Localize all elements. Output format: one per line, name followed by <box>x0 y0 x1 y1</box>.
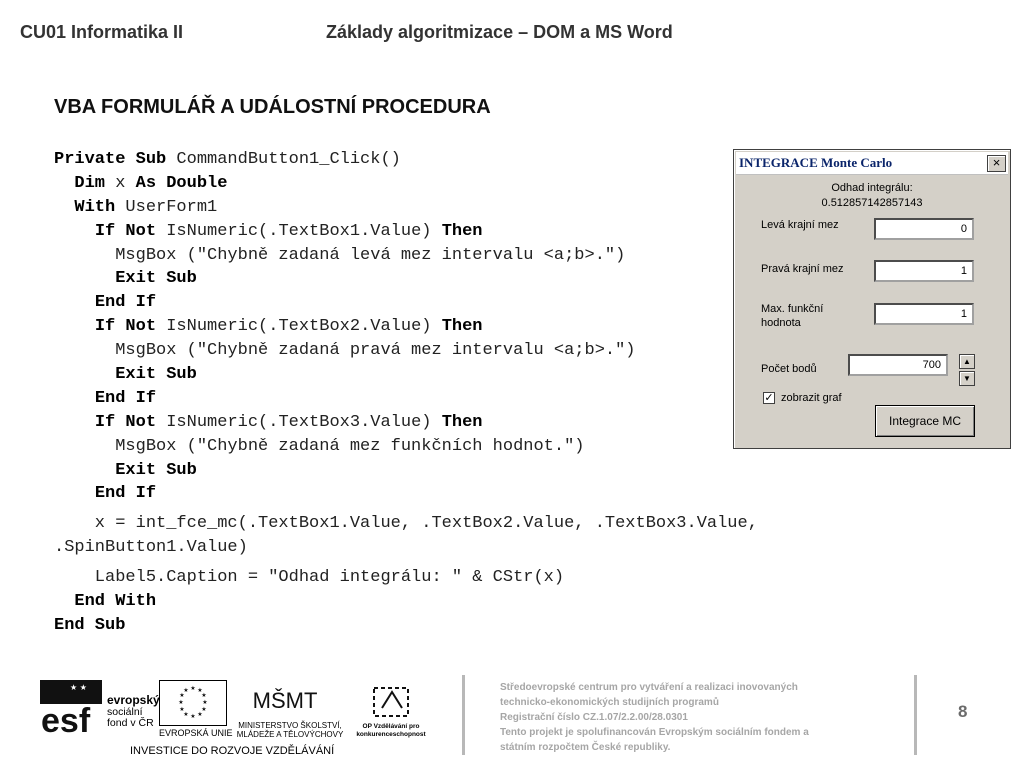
svg-text:★: ★ <box>202 699 208 706</box>
eu-flag-icon <box>159 680 227 726</box>
close-button[interactable]: × <box>987 155 1006 172</box>
code-line <box>54 315 758 339</box>
estimate-value: 0.512857142857143 <box>821 197 923 209</box>
svg-text:★: ★ <box>190 685 196 692</box>
code-text <box>54 293 95 312</box>
svg-text:★: ★ <box>197 711 203 718</box>
code-keyword: As Double <box>135 173 228 193</box>
code-keyword: If Not <box>94 221 157 241</box>
code-text <box>54 269 115 288</box>
dialog-title: INTEGRACE Monte Carlo <box>739 155 893 170</box>
code-line <box>54 435 758 459</box>
svg-text:★: ★ <box>183 687 189 694</box>
code-text: CommandButton1_Click() <box>166 150 401 169</box>
code-line <box>54 172 758 196</box>
course-title: CU01 Informatika II <box>20 22 184 42</box>
code-text: .SpinButton1.Value) <box>54 538 248 558</box>
spin-down-icon[interactable]: ▼ <box>959 371 975 386</box>
integrate-mc-button[interactable]: Integrace MC <box>875 405 975 437</box>
monte-carlo-dialog <box>733 149 1011 449</box>
code-line <box>54 512 758 536</box>
svg-text:★: ★ <box>190 713 196 720</box>
msmt-logo-icon <box>252 678 318 722</box>
code-line <box>54 387 758 411</box>
code-line <box>54 291 758 315</box>
code-text: x <box>105 173 136 193</box>
code-keyword: Private Sub <box>54 150 167 169</box>
left-bound-label: Levá krajní mez <box>761 219 839 231</box>
esf-text: evropský sociální fond v ČR <box>107 693 160 729</box>
code-text: MsgBox ("Chybně zadaná mez funkčních hodnot.") <box>54 436 585 456</box>
code-text: UserForm1 <box>115 197 218 217</box>
code-line <box>54 411 758 435</box>
code-text <box>54 365 115 384</box>
code-line <box>54 459 758 483</box>
code-line <box>54 244 758 268</box>
code-line <box>54 482 758 506</box>
msmt-mark: MŠMT <box>252 688 318 713</box>
esf-mark: esf <box>41 702 91 740</box>
right-bound-label: Pravá krajní mez <box>761 263 844 275</box>
vba-code-listing <box>54 148 758 638</box>
code-text: IsNumeric(.TextBox3.Value) <box>156 412 442 432</box>
code-keyword: Exit Sub <box>115 269 197 289</box>
code-line <box>54 267 758 291</box>
code-text: MsgBox ("Chybně zadaná levá mez intervalu <a;b>.") <box>54 245 626 265</box>
footer-divider-left <box>462 675 465 755</box>
code-keyword: End If <box>94 293 157 313</box>
op-logo-icon <box>368 680 414 724</box>
code-text: x = int_fce_mc(.TextBox1.Value, .TextBox2.Value, .TextBox3.Value, <box>54 514 758 534</box>
code-line <box>54 339 758 363</box>
invest-slogan: INVESTICE DO ROZVOJE VZDĚLÁVÁNÍ <box>130 745 335 757</box>
code-text <box>54 222 95 241</box>
code-text: Label5.Caption = "Odhad integrálu: " & CStr(x) <box>54 568 565 588</box>
page-number: 8 <box>958 702 968 721</box>
footer-divider-right <box>914 675 917 755</box>
code-keyword: End With <box>74 592 157 612</box>
max-value-input[interactable]: 1 <box>874 303 974 325</box>
code-keyword: Then <box>441 317 483 337</box>
svg-text:★: ★ <box>183 711 189 718</box>
code-keyword: Then <box>441 412 483 432</box>
code-line <box>54 536 758 560</box>
code-keyword: Then <box>441 221 483 241</box>
points-spin-button[interactable] <box>959 354 975 386</box>
max-value-label: Max. funkční hodnota <box>761 303 824 329</box>
spin-up-icon[interactable]: ▲ <box>959 354 975 369</box>
code-keyword: Exit Sub <box>115 460 197 480</box>
code-text <box>54 198 74 217</box>
dialog-title-bar <box>736 152 1008 175</box>
op-label: OP Vzdělávání pro konkurenceschopnost <box>356 723 426 738</box>
msmt-label: MINISTERSTVO ŠKOLSTVÍ, MLÁDEŽE A TĚLOVÝCHOVY <box>236 721 344 739</box>
code-line <box>54 566 758 590</box>
svg-text:★: ★ <box>197 687 203 694</box>
svg-text:★: ★ <box>201 706 207 713</box>
points-label: Počet bodů <box>761 363 817 375</box>
code-text <box>54 174 74 193</box>
code-keyword: Dim <box>74 173 106 193</box>
code-keyword: End If <box>94 484 157 504</box>
svg-text:★: ★ <box>179 706 185 713</box>
code-line <box>54 614 758 638</box>
show-graph-checkbox[interactable]: ✓ <box>764 392 774 404</box>
code-keyword: End If <box>94 388 157 408</box>
code-keyword: If Not <box>94 317 157 337</box>
svg-text:★: ★ <box>178 699 184 706</box>
code-line <box>54 220 758 244</box>
esf-logo-icon <box>40 680 102 740</box>
points-input[interactable]: 700 <box>848 354 948 376</box>
svg-text:★: ★ <box>179 692 185 699</box>
code-line <box>54 590 758 614</box>
code-text <box>54 592 74 611</box>
lecture-subtitle: Základy algoritmizace – DOM a MS Word <box>326 22 673 42</box>
code-text: MsgBox ("Chybně zadaná pravá mez intervalu <a;b>.") <box>54 341 636 361</box>
code-keyword: Exit Sub <box>115 365 197 385</box>
code-text <box>54 389 95 408</box>
svg-text:★ ★: ★ ★ <box>70 683 87 692</box>
estimate-label: Odhad integrálu: <box>831 182 913 194</box>
code-line <box>54 363 758 387</box>
code-text <box>54 484 95 503</box>
code-keyword: If Not <box>94 412 157 432</box>
left-bound-input[interactable]: 0 <box>874 218 974 240</box>
code-text <box>54 317 95 336</box>
code-text <box>54 461 115 480</box>
eu-label: EVROPSKÁ UNIE <box>159 728 233 738</box>
svg-text:★: ★ <box>201 692 207 699</box>
project-footnote: Středoevropské centrum pro vytváření a realizaci inovovaných technicko-ekonomických studijních programů Registrační číslo CZ.1.07/2.2.00/28.0301 Tento projekt je spolufinancován Evropským sociálním fondem a státním rozpočtem České republiky. <box>500 682 809 753</box>
code-text: IsNumeric(.TextBox1.Value) <box>156 221 442 241</box>
right-bound-input[interactable]: 1 <box>874 260 974 282</box>
code-line <box>54 148 758 172</box>
slide-title: VBA FORMULÁŘ A UDÁLOSTNÍ PROCEDURA <box>54 96 491 118</box>
show-graph-label: zobrazit graf <box>781 392 842 404</box>
code-text <box>54 413 95 432</box>
code-line <box>54 196 758 220</box>
code-text: IsNumeric(.TextBox2.Value) <box>156 317 442 337</box>
code-keyword: End Sub <box>54 615 126 635</box>
code-keyword: With <box>74 197 116 217</box>
